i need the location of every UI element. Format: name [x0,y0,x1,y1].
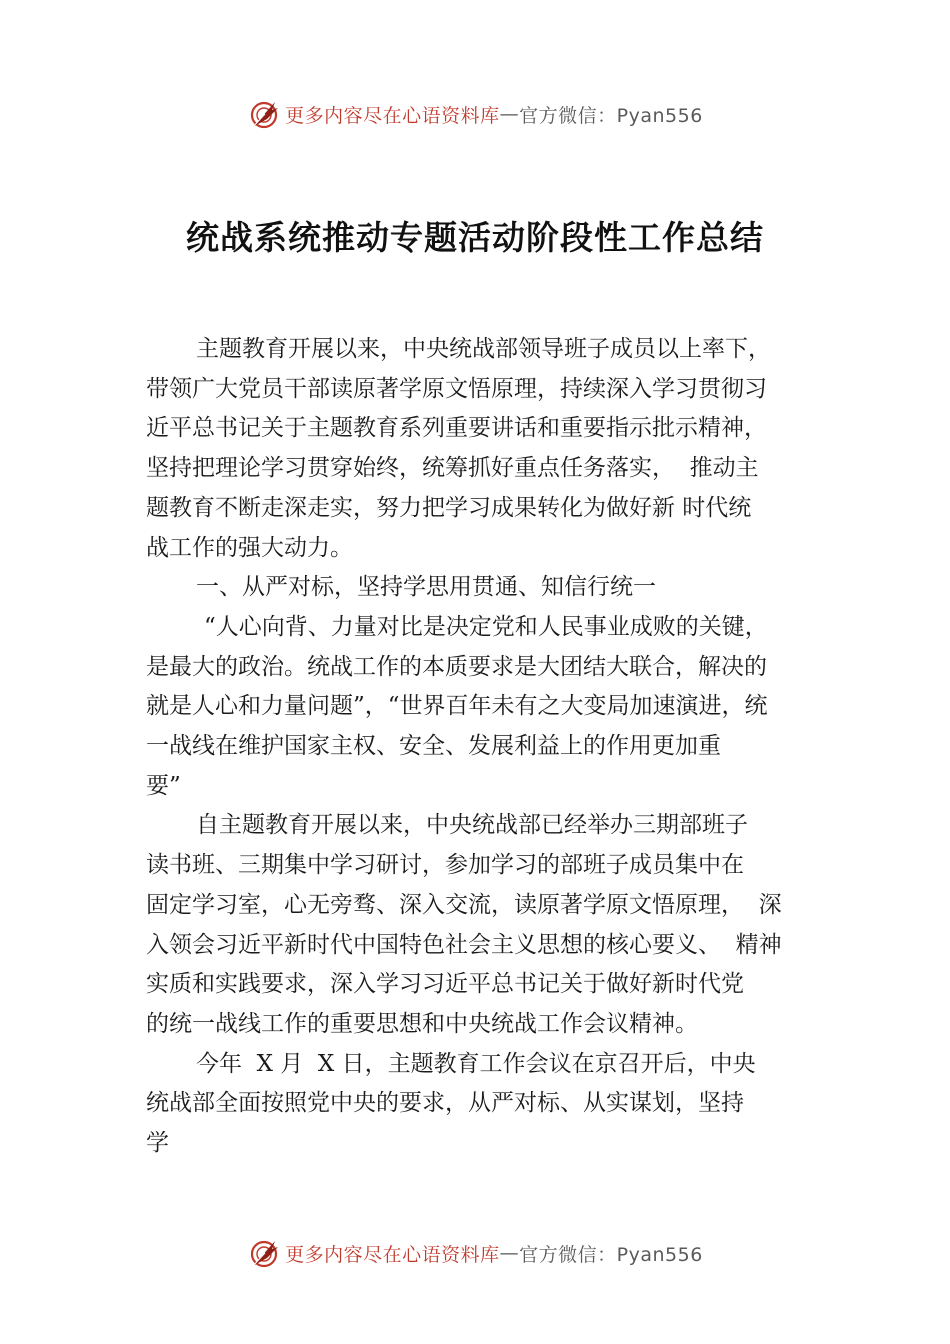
paragraph-3-line-1: “人心向背、力量对比是决定党和人民事业成败的关键， [204,613,768,640]
document-title: 统战系统推动专题活动阶段性工作总结 [186,218,764,257]
paragraph-4-line-4: 入领会习近平新时代中国特色社会主义思想的核心要义、 精神 [146,931,782,958]
paragraph-5-line-3: 学 [146,1130,169,1157]
footer-banner [0,1233,950,1273]
header-brand-text: 更多内容尽在心语资料库 [285,104,500,127]
paragraph-1-line-5: 题教育不断走深走实，努力把学习成果转化为做好新 时代统 [146,494,752,521]
header-banner [0,94,950,134]
paragraph-4-line-5: 实质和实践要求，深入学习习近平总书记关于做好新时代党 [146,971,744,998]
paragraph-3-line-5: 要” [146,772,181,799]
footer-brand-text: 更多内容尽在心语资料库 [285,1243,500,1266]
paragraph-1-line-4: 坚持把理论学习贯穿始终，统筹抓好重点任务落实， 推动主 [146,455,759,482]
paragraph-4-line-6: 的统一战线工作的重要思想和中央统战工作会议精神。 [146,1010,698,1037]
section-heading-1: 一、从严对标，坚持学思用贯通、知信行统一 [196,574,656,601]
paragraph-3-line-3: 就是人心和力量问题”，“世界百年未有之大变局加速演进，统 [146,693,768,720]
paragraph-4-line-2: 读书班、三期集中学习研讨，参加学习的部班子成员集中在 [146,852,744,879]
header-separator: — [499,103,520,125]
footer-contact-text: 官方微信：Pyan556 [519,1243,703,1266]
paragraph-3-line-2: 是最大的政治。统战工作的本质要求是大团结大联合，解决的 [146,653,767,680]
paragraph-1-line-2: 带领广大党员干部读原著学原文悟原理，持续深入学习贯彻习 [146,375,767,402]
document-body [146,330,836,1164]
paragraph-5-line-1: 今年 X 月 X 日，主题教育工作会议在京召开后，中央 [196,1050,756,1077]
paragraph-3-line-4: 一战线在维护国家主权、安全、发展利益上的作用更加重 [146,733,721,760]
quill-logo-icon [247,1236,281,1270]
header-contact-text: 官方微信：Pyan556 [519,104,703,127]
paragraph-4-line-3: 固定学习室，心无旁骛、深入交流，读原著学原文悟原理， 深 [146,891,782,918]
quill-logo-icon [247,97,281,131]
footer-separator: — [499,1242,520,1264]
paragraph-1-line-6: 战工作的强大动力。 [146,534,353,561]
paragraph-4-line-1: 自主题教育开展以来，中央统战部已经举办三期部班子 [196,812,748,839]
paragraph-1-line-1: 主题教育开展以来，中央统战部领导班子成员以上率下， [196,336,771,362]
paragraph-5-line-2: 统战部全面按照党中央的要求，从严对标、从实谋划，坚持 [146,1090,744,1117]
paragraph-1-line-3: 近平总书记关于主题教育系列重要讲话和重要指示批示精神， [146,415,767,442]
